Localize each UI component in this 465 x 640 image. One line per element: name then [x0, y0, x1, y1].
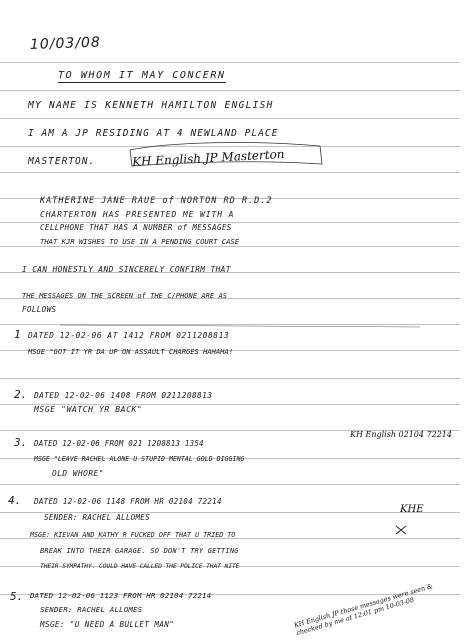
message-1-header: DATED 12-02-06 AT 1412 FROM 0211208813	[28, 331, 230, 340]
message-4-text-a: MSGE: KIEVAN AND KATHY R FUCKED OFF THAT U TRIED TO	[30, 531, 236, 539]
message-5-header: DATED 12-02-06 1123 FROM HR 02104 72214	[30, 591, 212, 600]
message-3-header: DATED 12-02-06 FROM 021 1208813 1354	[34, 439, 204, 448]
para3-line-b: FOLLOWS	[22, 305, 57, 314]
jp-residence-line: I AM A JP RESIDING AT 4 NEWLAND PLACE	[28, 128, 279, 139]
message-5-sender: SENDER: RACHEL ALLOMES	[40, 605, 143, 614]
message-2-text: MSGE "WATCH YR BACK"	[34, 405, 143, 414]
para1-line-d: THAT KJR WISHES TO USE IN A PENDING COURT CASE	[40, 237, 240, 246]
message-1-text: MSGE "GOT IT YR DA UP ON ASSAULT CHARGES HAHAHA!	[28, 347, 233, 356]
message-4-text-c: THEIR SYMPATHY. COULD HAVE CALLED THE POLICE THAT NITE	[40, 563, 240, 570]
message-5-text: MSGE: "U NEED A BULLET MAN"	[40, 620, 175, 629]
message-4-header: DATED 12-02-06 1148 FROM HR 02104 72214	[34, 497, 222, 506]
place-line: MASTERTON.	[28, 156, 96, 167]
jp-signature: KH English JP Masterton	[131, 147, 285, 169]
message-3-number: 3.	[14, 436, 28, 449]
para3-line-a: THE MESSAGES ON THE SCREEN of THE C/PHONE ARE AS	[22, 291, 227, 300]
message-2-header: DATED 12-02-06 1408 FROM 0211208813	[34, 391, 213, 400]
message-4-number: 4.	[8, 494, 22, 507]
name-line: MY NAME IS KENNETH HAMILTON ENGLISH	[28, 100, 274, 111]
message-2-number: 2.	[14, 388, 28, 401]
message-4-initials: KHE	[400, 504, 424, 515]
message-4-text-b: BREAK INTO THEIR GARAGE. SO DON'T TRY GETTING	[40, 547, 239, 555]
message-5-number: 5.	[10, 590, 24, 603]
message-3-text-a: MSGE "LEAVE RACHEL ALONE U STUPID MENTAL GOLD DIGGING	[34, 455, 245, 463]
para1-line-c: CELLPHONE THAT HAS A NUMBER of MESSAGES	[40, 223, 232, 232]
closing-certification-note: KH English JP those messages were seen & checked by me at 12:01 pm 10-03-08	[293, 582, 434, 638]
confirm-line: I CAN HONESTLY AND SINCERELY CONFIRM THAT	[22, 265, 231, 274]
message-1-number: 1	[14, 328, 21, 341]
para1-line-a: KATHERINE JANE RAUE of NORTON RD R.D.2	[40, 196, 273, 206]
message-3-margin-note: KH English 02104 72214	[350, 430, 452, 439]
letter-heading: TO WHOM IT MAY CONCERN	[58, 70, 226, 81]
para1-line-b: CHARTERTON HAS PRESENTED ME WITH A	[40, 210, 235, 219]
message-3-text-b: OLD WHORE"	[52, 469, 104, 478]
message-4-sender: SENDER: RACHEL ALLOMES	[44, 513, 150, 522]
letter-date: 10/03/08	[29, 34, 102, 53]
